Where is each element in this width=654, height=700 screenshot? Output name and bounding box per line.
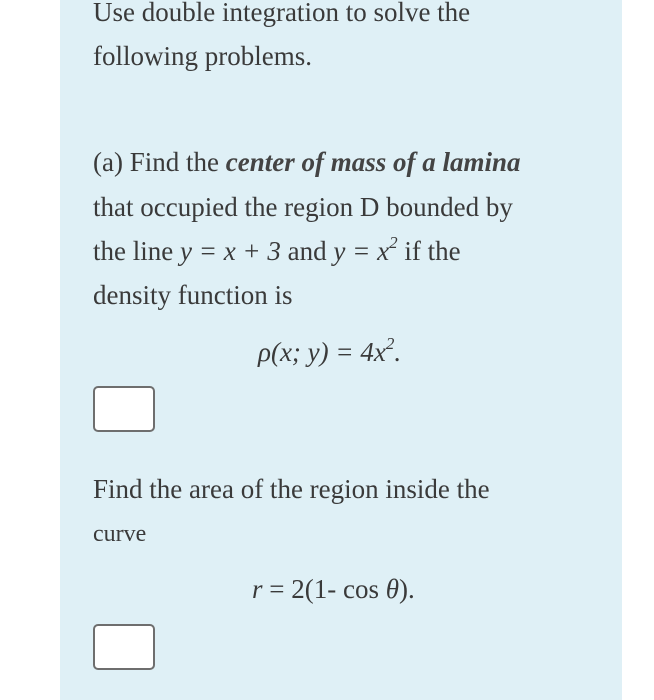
answer-box-a[interactable] <box>93 386 155 432</box>
equation-curve-base: y = x <box>333 236 390 266</box>
line3-start: the line <box>93 236 180 266</box>
formula-mid: = 2(1- cos <box>262 574 386 604</box>
problem-b-line-2: curve <box>93 521 147 547</box>
equation-line: y = x + 3 <box>179 236 281 266</box>
equation-curve-exponent: 2 <box>389 233 398 252</box>
intro-line-1: Use double integration to solve the <box>93 0 471 27</box>
problem-b-line-1: Find the area of the region inside the <box>93 474 490 504</box>
density-exponent: 2 <box>385 334 395 353</box>
problem-a-line-3 <box>93 235 461 267</box>
equation-curve <box>333 233 398 266</box>
formula-r: r <box>252 574 263 604</box>
problem-a-prefix: (a) Find the <box>93 147 226 177</box>
density-end: . <box>394 337 402 367</box>
formula-end: ). <box>398 574 415 604</box>
polar-curve-formula <box>252 573 415 605</box>
problem-a-line-4: density function is <box>93 280 293 310</box>
problem-a-line-1 <box>93 146 520 178</box>
and-text: and <box>280 236 334 266</box>
line3-end: if the <box>397 236 461 266</box>
density-formula <box>258 336 401 368</box>
answer-box-b[interactable] <box>93 624 155 670</box>
density-base: ρ(x; y) = 4x <box>258 337 386 367</box>
intro-line-2: following problems. <box>93 41 312 71</box>
formula-theta: θ <box>385 574 399 604</box>
problem-a-emphasis: center of mass of a lamina <box>225 147 521 177</box>
problem-a-line-2: that occupied the region D bounded by <box>93 192 513 222</box>
